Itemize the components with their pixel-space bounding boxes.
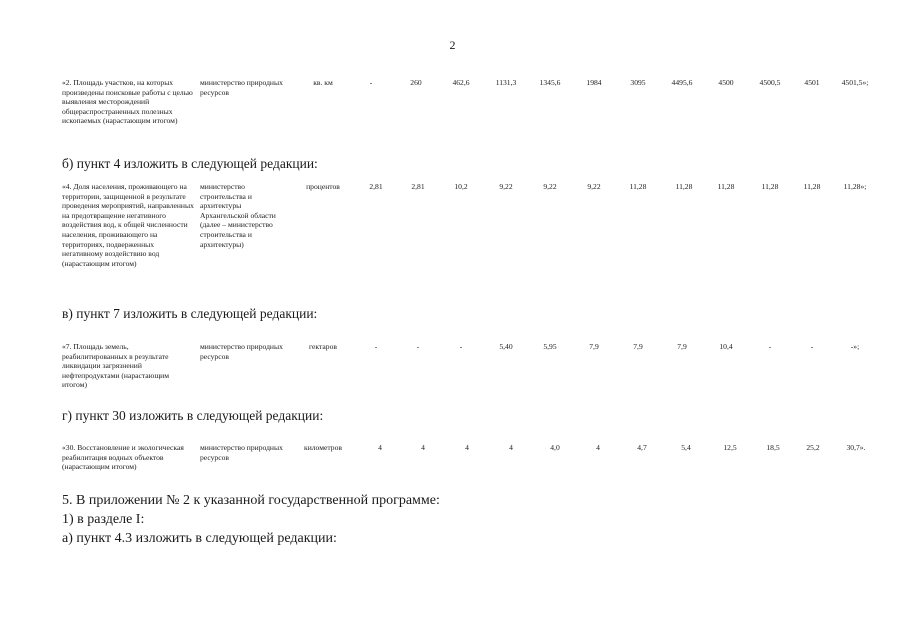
value-cell: 9,22 [543,182,557,191]
value-cell: - [810,342,814,351]
value-cell: 1131,3 [495,78,517,87]
unit-of-measure: процентов [306,182,340,191]
value-cell: 4501 [804,78,820,87]
value-cell: 11,28 [803,182,821,191]
value-cell: 5,95 [543,342,557,351]
value-cell: 4,7 [637,443,647,452]
paragraph-a: а) пункт 4.3 изложить в следующей редакции: [62,531,337,546]
value-cell: 4500 [718,78,734,87]
value-cell: - [374,342,378,351]
paragraph-1: 1) в разделе I: [62,512,145,527]
responsible-executor: министерство природных ресурсов [200,443,283,462]
value-cell: 30,7». [846,443,866,452]
value-cell: 9,22 [587,182,601,191]
value-cell: 260 [410,78,422,87]
value-cell: 4,0 [550,443,560,452]
unit-of-measure: километров [304,443,342,452]
value-cell: - [768,342,772,351]
value-cell: 2,81 [369,182,383,191]
value-cell: 11,28 [717,182,735,191]
page-number: 2 [449,38,456,52]
value-cell: 4 [421,443,425,452]
value-cell: 4 [465,443,469,452]
value-cell: 4500,5 [759,78,781,87]
value-cell: 12,5 [723,443,737,452]
value-cell: 11,28»; [843,182,867,191]
value-cell: 1984 [586,78,602,87]
value-cell: -»; [850,342,860,351]
value-cell: 10,2 [454,182,468,191]
paragraph-5: 5. В приложении № 2 к указанной государственной программе: [62,493,440,508]
indicator-name: «7. Площадь земель, реабилитированных в результате ликвидации загрязнений нефтепродуктами (нарастающим итогом) [62,342,170,390]
value-cell: 4 [378,443,382,452]
value-cell: 7,9 [633,342,643,351]
value-cell: 18,5 [766,443,780,452]
unit-of-measure: кв. км [313,78,333,87]
value-cell: 4 [596,443,600,452]
value-cell: 5,40 [499,342,513,351]
value-cell: 10,4 [719,342,733,351]
value-cell: - [416,342,420,351]
indicator-name: «4. Доля населения, проживающего на территории, защищенной в результате проведения мероприятий, направленных на предотвращение негативного воздействия вод, к общей численности населения, проживающего на территориях, подверженных негативному воздействию вод (нарастающим итогом) [62,182,194,268]
value-cell: - [459,342,463,351]
value-cell: 7,9 [589,342,599,351]
section-heading-g: г) пункт 30 изложить в следующей редакции: [62,408,324,423]
value-cell: 1345,6 [539,78,561,87]
value-cell: 9,22 [499,182,513,191]
value-cell: 4501,5»; [841,78,869,87]
indicator-name: «2. Площадь участков, на которых произведены поисковые работы с целью выявления месторождений общераспространенных полезных ископаемых (нарастающим итогом) [62,78,193,126]
unit-of-measure: гектаров [309,342,337,351]
value-cell: 7,9 [677,342,687,351]
indicator-name: «30. Восстановление и экологическая реабилитация водных объектов (нарастающим итогом) [62,443,184,472]
value-cell: 11,28 [761,182,779,191]
value-cell: 25,2 [806,443,820,452]
value-cell: 11,28 [629,182,647,191]
value-cell: 4495,6 [671,78,693,87]
value-cell: 5,4 [681,443,691,452]
value-cell: 11,28 [675,182,693,191]
responsible-executor: министерство природных ресурсов [200,342,283,361]
section-heading-b: б) пункт 4 изложить в следующей редакции: [62,156,318,171]
value-cell: 3095 [630,78,646,87]
value-cell: - [369,78,373,87]
value-cell: 462,6 [452,78,470,87]
section-heading-v: в) пункт 7 изложить в следующей редакции: [62,306,318,321]
responsible-executor: министерство строительства и архитектуры Архангельской области (далее – министерство строительства и архитектуры) [200,182,276,249]
responsible-executor: министерство природных ресурсов [200,78,283,97]
value-cell: 2,81 [411,182,425,191]
value-cell: 4 [509,443,513,452]
